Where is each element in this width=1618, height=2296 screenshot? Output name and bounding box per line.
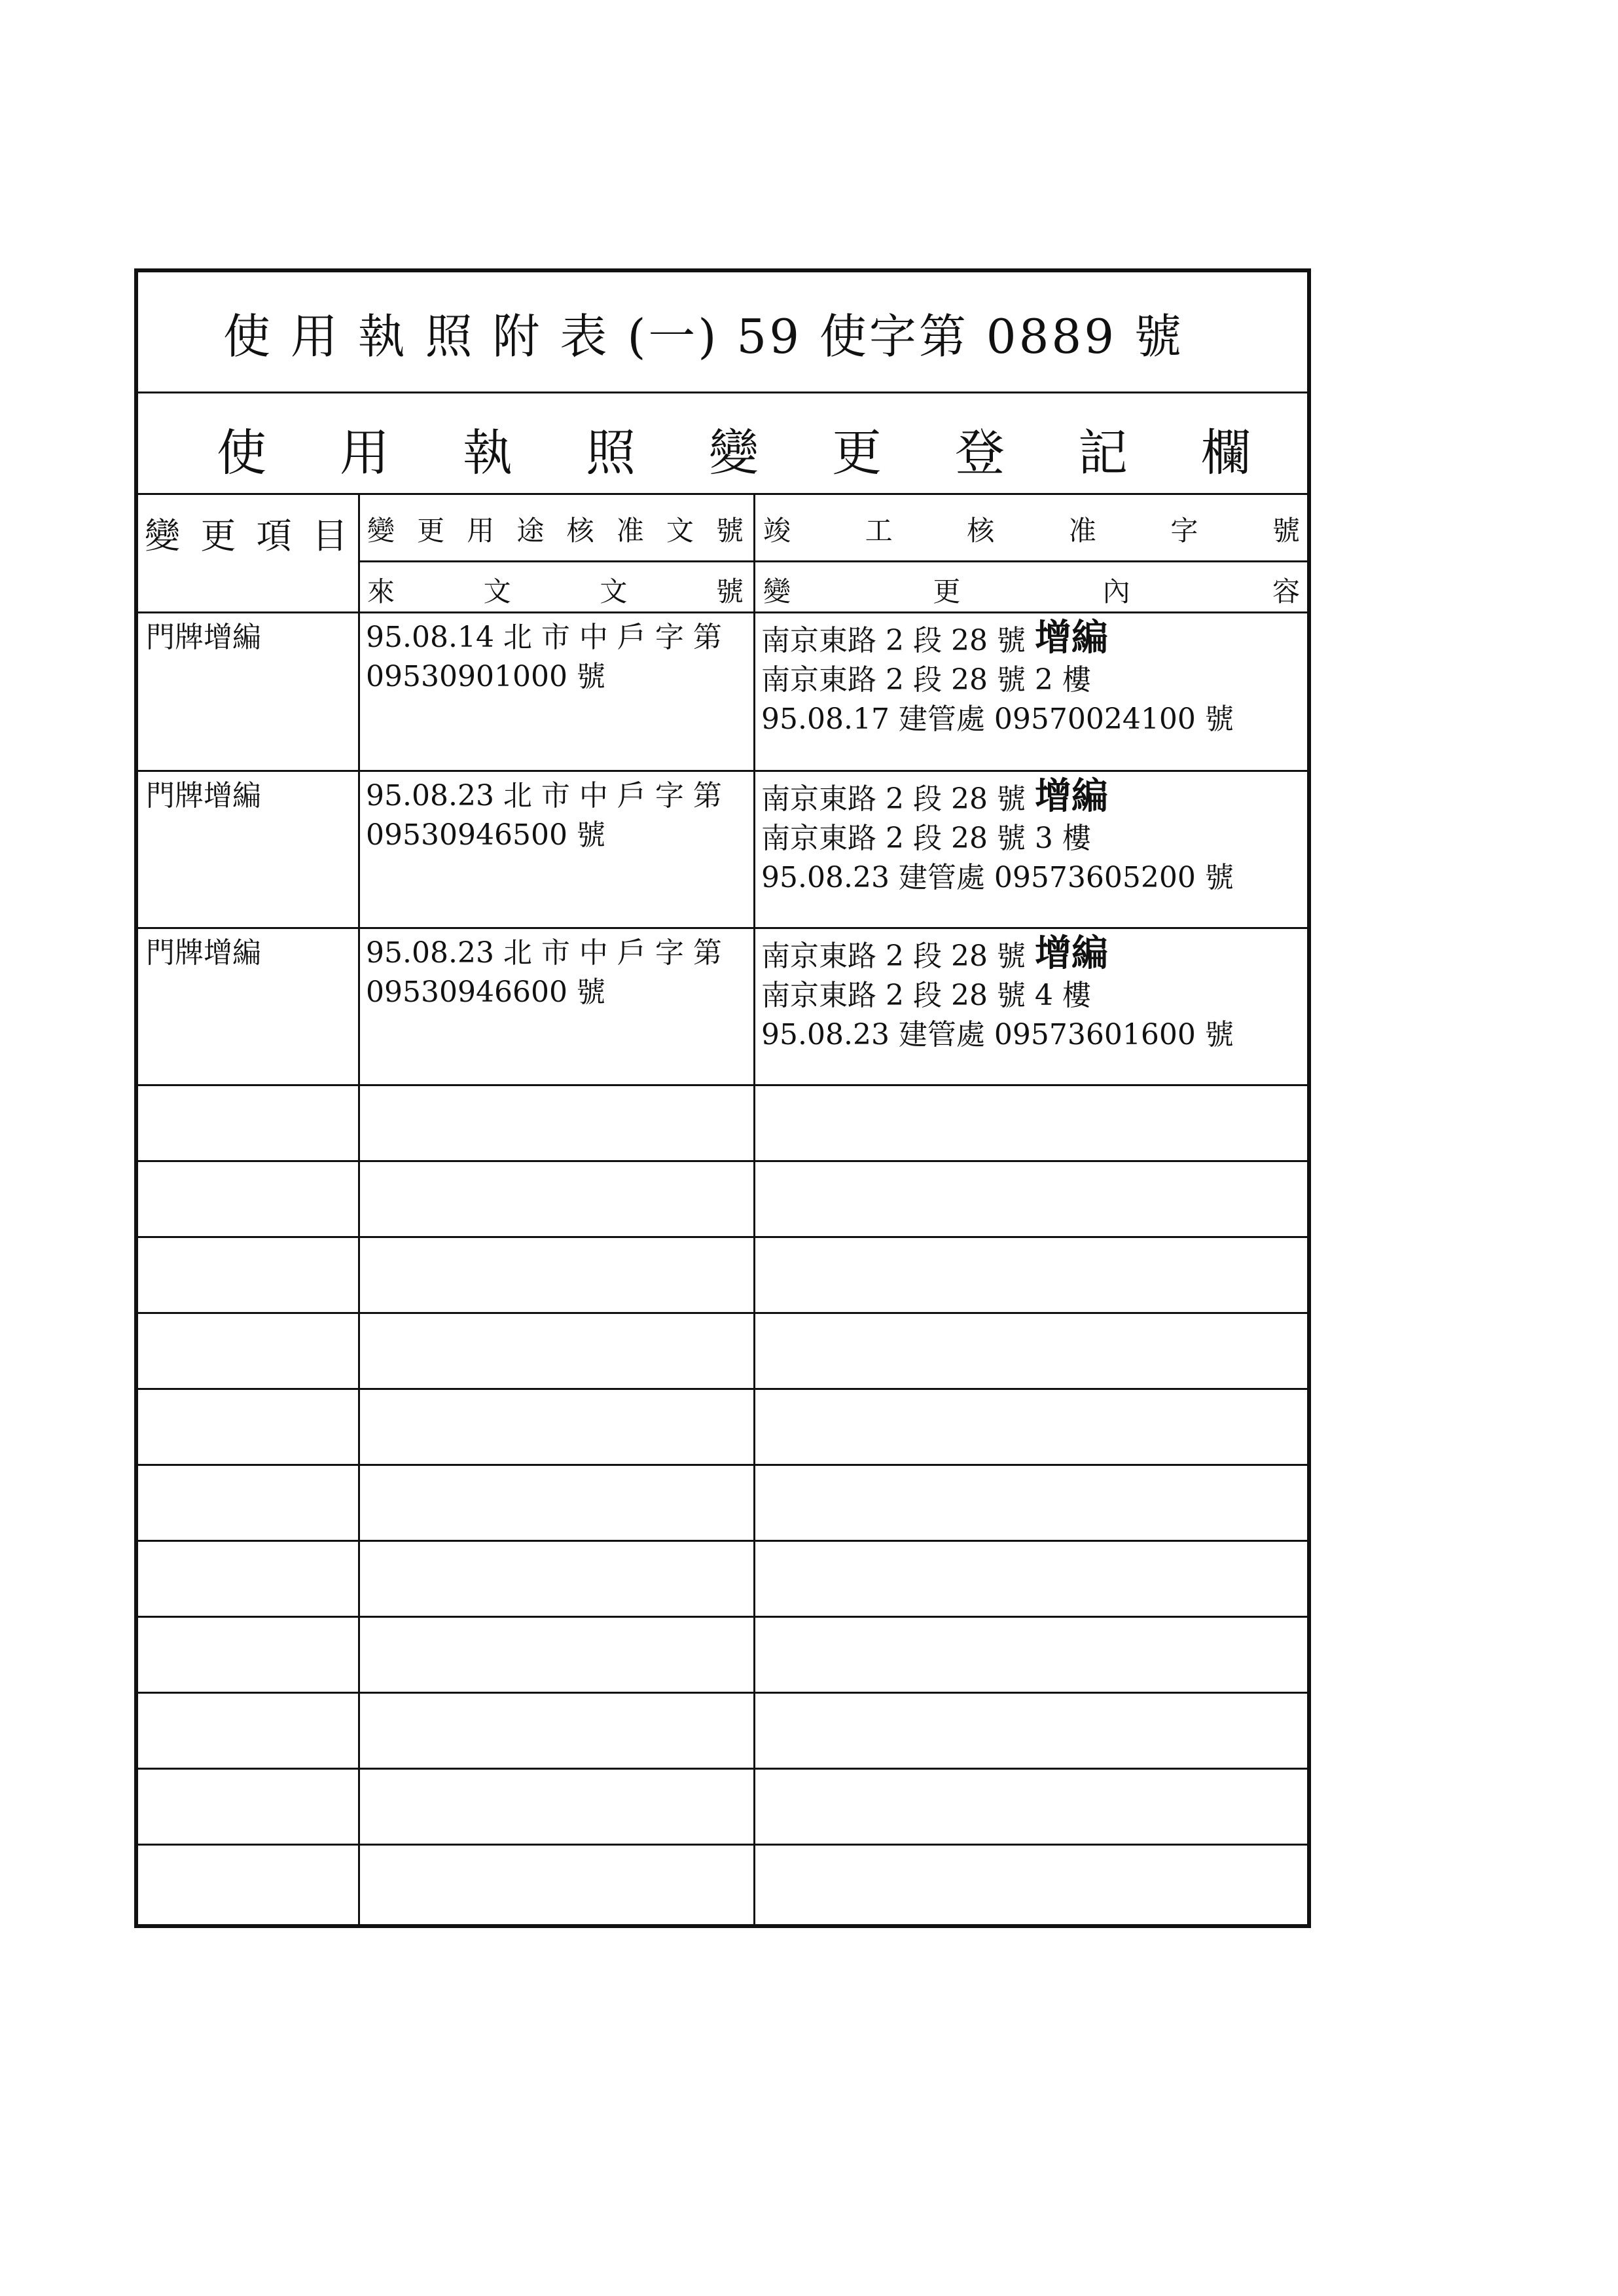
content-line: 95.08.23 建管處 09573605200 號 [761, 861, 1234, 894]
column-divider [358, 495, 360, 1928]
entry-change-content [761, 776, 1234, 898]
row-divider [138, 1236, 1307, 1238]
content-line [761, 618, 1234, 661]
row-divider [138, 1692, 1307, 1694]
content-line [761, 776, 1234, 819]
header-char: 內 [1102, 575, 1130, 608]
header-incoming-number [367, 570, 744, 610]
header-char: 容 [1272, 575, 1300, 608]
subtitle-char: 登 [955, 424, 1005, 482]
title-row [138, 272, 1307, 393]
header-char: 工 [865, 515, 893, 547]
entry-doc-number [366, 934, 722, 1012]
row-divider [138, 770, 1307, 772]
header-char: 變 [145, 515, 180, 556]
row-divider [138, 1160, 1307, 1162]
entry-change-content [761, 934, 1234, 1055]
header-char: 准 [1068, 515, 1096, 547]
row-divider [138, 1844, 1307, 1846]
doc-line: 95.08.23 北 市 中 戶 字 第 [366, 779, 722, 812]
subtitle-char: 用 [340, 424, 389, 482]
header-char: 准 [616, 515, 644, 547]
entry-change-content [761, 618, 1234, 739]
entry-item: 門牌增編 [146, 621, 261, 654]
header-char: 文 [666, 515, 694, 547]
header-char: 文 [483, 575, 511, 608]
header-char: 竣 [763, 515, 791, 547]
header-char: 項 [256, 515, 292, 556]
subtitle-char: 使 [217, 424, 266, 482]
entry-doc-number [366, 776, 722, 855]
content-address: 南京東路 2 段 28 號 [761, 939, 1026, 973]
header-char: 核 [967, 515, 995, 547]
header-char: 更 [417, 515, 445, 547]
header-completion-number [763, 509, 1300, 549]
header-char: 目 [312, 515, 348, 556]
row-divider [138, 1312, 1307, 1314]
entry-item: 門牌增編 [146, 779, 261, 812]
subtitle-char: 更 [832, 424, 882, 482]
content-address: 南京東路 2 段 28 號 [761, 782, 1026, 816]
header-approval-number [367, 509, 744, 549]
header-char: 字 [1170, 515, 1198, 547]
row-divider [138, 611, 1307, 613]
doc-line: 09530901000 號 [366, 660, 605, 693]
row-divider [138, 1616, 1307, 1618]
subtitle-char: 記 [1078, 424, 1128, 482]
header-char: 號 [715, 515, 744, 547]
form-title: 使 用 執 照 附 表 (一) 59 使字第 0889 號 [223, 309, 1184, 364]
content-tag: 增編 [1034, 932, 1108, 975]
header-char: 用 [467, 515, 495, 547]
doc-line: 09530946600 號 [366, 975, 605, 1009]
content-line: 南京東路 2 段 28 號 3 樓 [761, 822, 1091, 855]
entry-item: 門牌增編 [146, 936, 261, 970]
content-line [761, 934, 1234, 976]
header-char: 變 [367, 515, 395, 547]
header-char: 來 [367, 575, 395, 608]
column-divider [753, 495, 755, 1928]
content-address: 南京東路 2 段 28 號 [761, 624, 1026, 657]
subtitle-char: 變 [709, 424, 759, 482]
subtitle-char: 照 [586, 424, 636, 482]
content-line: 南京東路 2 段 28 號 4 樓 [761, 979, 1091, 1012]
doc-line: 95.08.14 北 市 中 戶 字 第 [366, 621, 722, 654]
header-change-content [763, 570, 1300, 610]
header-char: 號 [1272, 515, 1300, 547]
subtitle-char: 執 [463, 424, 512, 482]
content-tag: 增編 [1034, 616, 1108, 659]
header-divider [358, 560, 1307, 562]
row-divider [138, 1768, 1307, 1770]
row-divider [138, 1084, 1307, 1086]
doc-line: 95.08.23 北 市 中 戶 字 第 [366, 936, 722, 970]
form-subtitle [217, 413, 1251, 484]
row-divider [138, 1540, 1307, 1542]
header-char: 文 [600, 575, 628, 608]
doc-line: 09530946500 號 [366, 818, 605, 852]
header-change-item [145, 508, 348, 558]
entry-doc-number [366, 618, 722, 697]
license-form [134, 268, 1311, 1928]
content-line: 南京東路 2 段 28 號 2 樓 [761, 663, 1091, 697]
header-char: 核 [566, 515, 594, 547]
header-char: 更 [200, 515, 236, 556]
row-divider [138, 1464, 1307, 1466]
subtitle-char: 欄 [1201, 424, 1251, 482]
header-char: 號 [715, 575, 744, 608]
header-char: 途 [516, 515, 545, 547]
content-tag: 增編 [1034, 774, 1108, 818]
header-char: 更 [933, 575, 961, 608]
record-table [138, 495, 1307, 1928]
row-divider [138, 927, 1307, 929]
content-line: 95.08.23 建管處 09573601600 號 [761, 1018, 1234, 1051]
subtitle-row [138, 393, 1307, 495]
header-char: 變 [763, 575, 791, 608]
content-line: 95.08.17 建管處 09570024100 號 [761, 702, 1234, 736]
row-divider [138, 1388, 1307, 1390]
